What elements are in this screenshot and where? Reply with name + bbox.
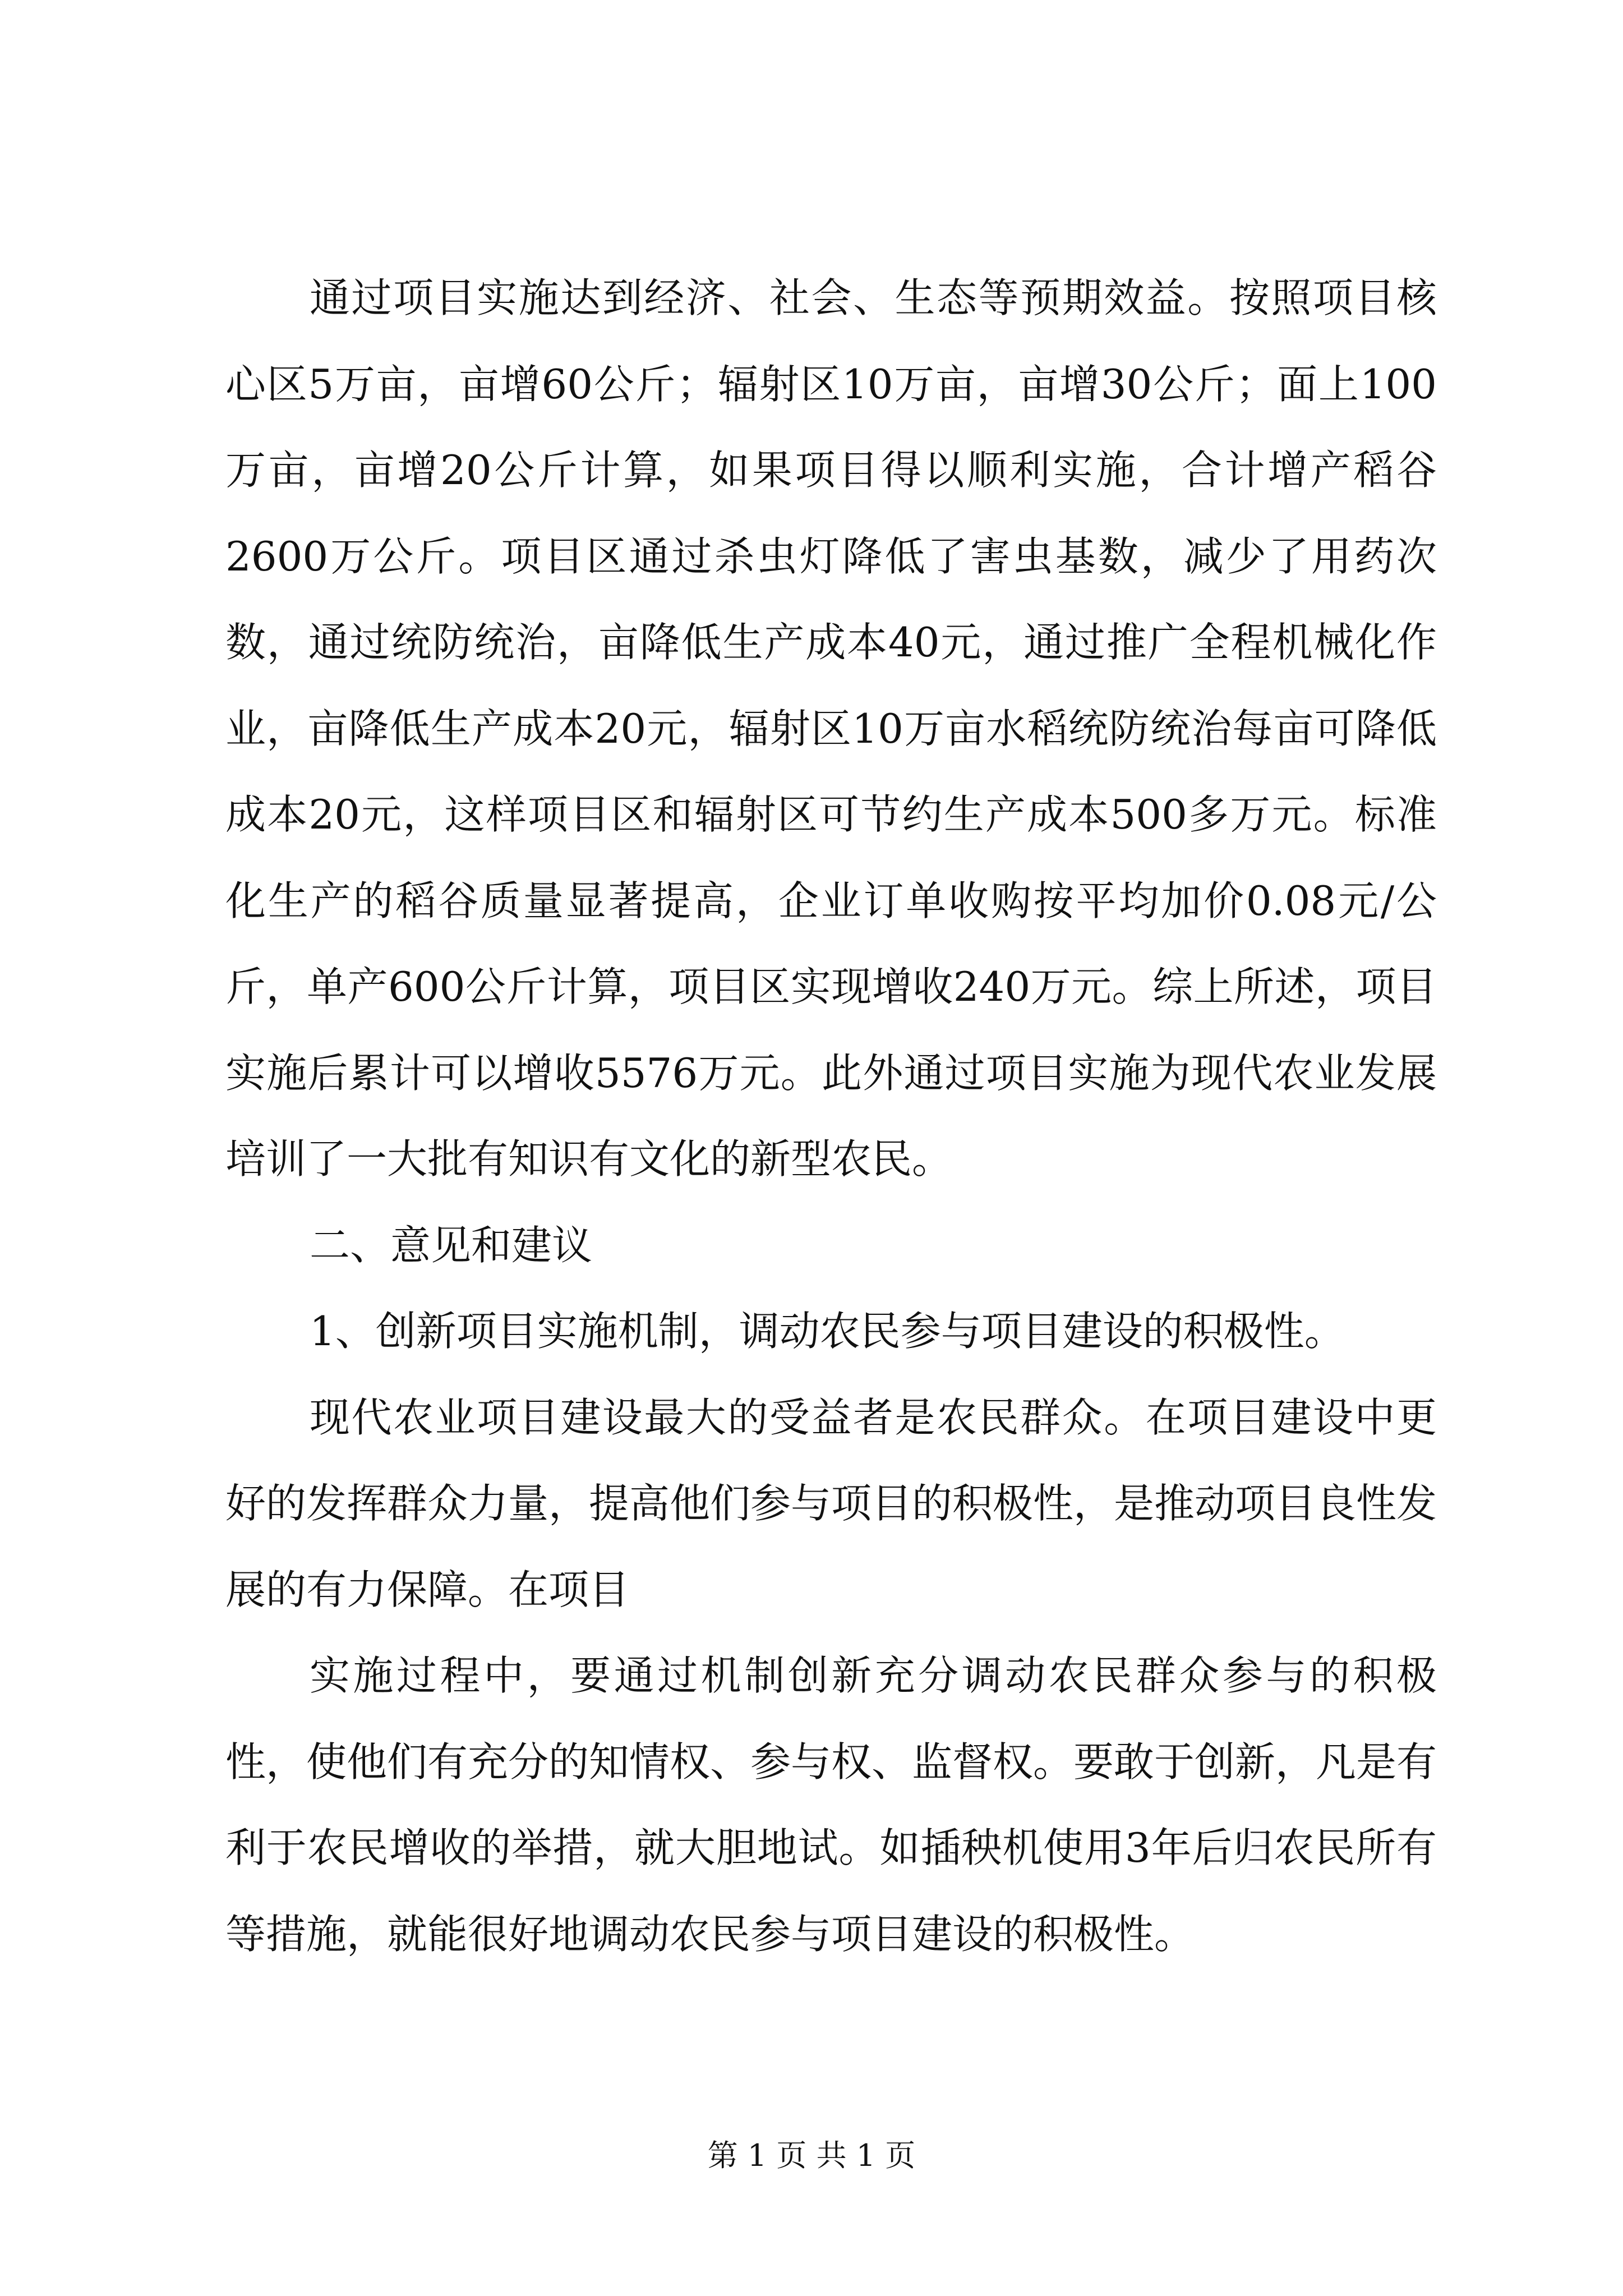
paragraph-farmers-beneficiaries: 现代农业项目建设最大的受益者是农民群众。在项目建设中更好的发挥群众力量，提高他们参与项目的积极性，是推动项目良性发展的有力保障。在项目 <box>225 1393 1437 1613</box>
section-heading-suggestions: 二、意见和建议 <box>310 1221 593 1269</box>
paragraph-implementation-process: 实施过程中，要通过机制创新充分调动农民群众参与的积极性，使他们有充分的知情权、参与权、监督权。要敢于创新，凡是有利于农民增收的举措，就大胆地试。如插秧机使用3年后归农民所有等措施，就能很好地调动农民参与项目建设的积极性。 <box>225 1652 1437 1958</box>
subheading-innovation-mechanism: 1、创新项目实施机制，调动农民参与项目建设的积极性。 <box>310 1308 1345 1355</box>
document-body <box>225 255 1437 1977</box>
page-footer: 第 1 页 共 1 页 <box>707 2138 916 2173</box>
paragraph-benefits: 通过项目实施达到经济、社会、生态等预期效益。按照项目核心区5万亩，亩增60公斤；辐射区10万亩，亩增30公斤；面上100万亩，亩增20公斤计算，如果项目得以顺利实施，合计增产稻谷2600万公斤。项目区通过杀虫灯降低了害虫基数，减少了用药次数，通过统防统治，亩降低生产成本40元，通过推广全程机械化作业，亩降低生产成本20元，辐射区10万亩水稻统防统治每亩可降低成本20元，这样项目区和辐射区可节约生产成本500多万元。标准化生产的稻谷质量显著提高，企业订单收购按平均加价0.08元/公斤，单产600公斤计算，项目区实现增收240万元。综上所述，项目实施后累计可以增收5576万元。此外通过项目实施为现代农业发展培训了一大批有知识有文化的新型农民。 <box>225 274 1437 1182</box>
